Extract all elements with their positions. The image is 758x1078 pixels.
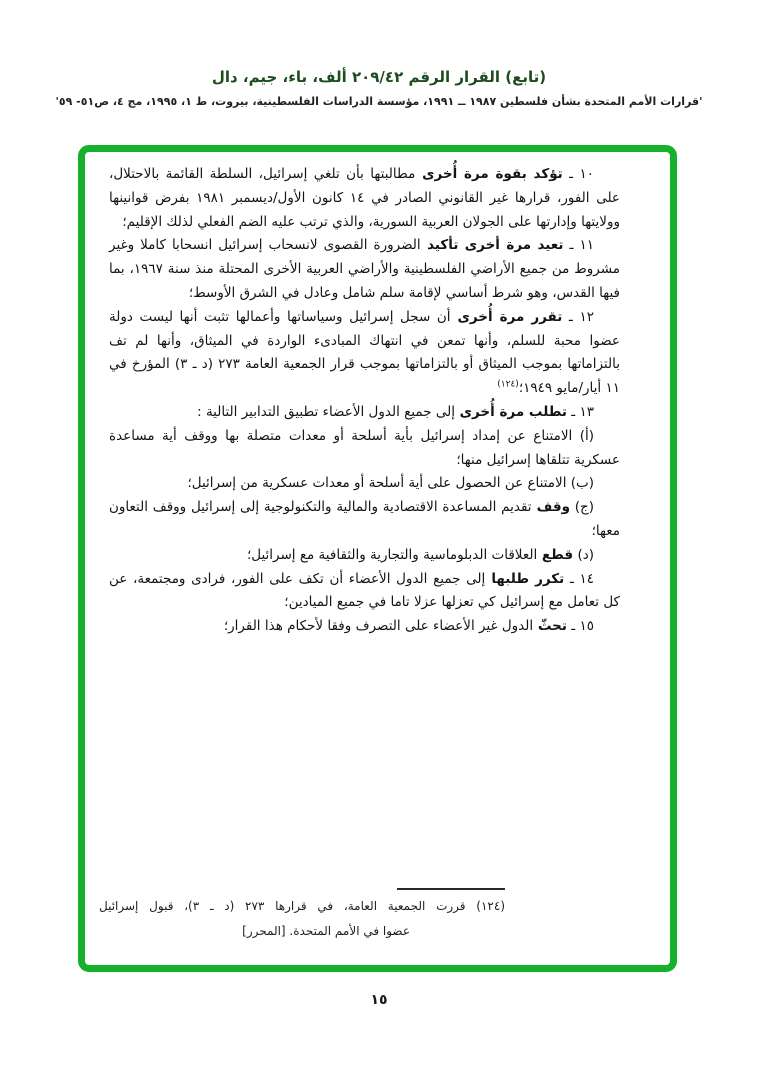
- clause-12-text: أن سجل إسرائيل وسياساتها وأعمالها تثبت أنها ليست دولة عضوا محبة للسلم، وأنها تمعن في انتهاك المبادىء الواردة في الميثاق، وأنها لم تف بالتزاماتها بموجب الميثاق أو بالتزاماتها بموجب قرار الجمعية العامة ٢٧٣ (د ـ ٣) المؤرخ في ١١ أيار/مايو ١٩٤٩؛: [109, 308, 620, 397]
- resolution-title: (تابع) القرار الرقم ٢٠٩/٤٢ ألف، باء، جيم، دال: [211, 68, 547, 86]
- clause-10-text: مطالبتها بأن تلغي إسرائيل، السلطة القائمة بالاحتلال، على الفور، قرارها غير القانوني الصادر في ١٤ كانون الأول/ديسمبر ١٩٨١ بفرض قوانينها وولايتها وإدارتها على الجولان العربية السورية، والذي ترتب عليه الضم الفعلي لذلك الإقليم؛: [109, 166, 620, 230]
- subclause-a-text: الامتناع عن إمداد إسرائيل بأية أسلحة أو معدات متصلة بها ووقف أية مساعدة عسكرية تتلقاها إسرائيل منها؛: [109, 427, 620, 468]
- page-number: ١٥: [370, 992, 388, 1008]
- clause-15-marker: ١٥ ـ: [566, 618, 594, 635]
- clause-12: [109, 306, 620, 401]
- clause-10: [109, 163, 620, 234]
- clause-11: [109, 234, 620, 305]
- footnote-divider: [397, 888, 505, 890]
- subclause-a-marker: (أ): [572, 427, 595, 444]
- clause-15-text: الدول غير الأعضاء على التصرف وفقا لأحكام هذا القرار؛: [223, 618, 534, 635]
- subclause-j: [109, 496, 620, 544]
- source-citation: 'قرارات الأمم المتحدة بشأن فلسطين ١٩٨٧ ــ ١٩٩١، مؤسسة الدراسات الفلسطينية، بيروت، ط ١، ١٩٩٥، مج ٤، ص٥١- ٥٩': [55, 95, 703, 108]
- footnote-text-line1: (١٢٤) قررت الجمعية العامة، في قرارها ٢٧٣ (د ـ ٣)، قبول إسرائيل: [99, 899, 505, 913]
- clause-15-lead: تحثّ: [533, 618, 567, 635]
- subclause-b-marker: (ب): [566, 475, 594, 492]
- clause-12-lead: تقرر مرة أُخرى: [450, 308, 563, 325]
- clause-15: [109, 615, 620, 639]
- subclause-d-lead: قطع: [537, 546, 574, 563]
- clause-13-lead: تطلب مرة أُخرى: [454, 403, 567, 420]
- clause-14-marker: ١٤ ـ: [564, 570, 594, 587]
- subclause-d-text: العلاقات الدبلوماسية والتجارية والثقافية مع إسرائيل؛: [246, 546, 538, 563]
- footnote-block: [99, 888, 505, 944]
- clause-11-marker: ١١ ـ: [563, 237, 594, 254]
- clause-11-text: الضرورة القصوى لانسحاب إسرائيل انسحابا كاملا وغير مشروط من جميع الأراضي الفلسطينية والأراضي العربية الأخرى المحتلة منذ سنة ١٩٦٧، بما فيها القدس، وهو شرط أساسي لإقامة سلم شامل وعادل في الشرق الأوسط؛: [109, 237, 620, 301]
- subclause-a: [109, 425, 620, 473]
- resolution-body: [109, 163, 620, 639]
- clause-10-marker: ١٠ ـ: [562, 166, 594, 182]
- subclause-b: [109, 472, 620, 496]
- subclause-j-marker: (ج): [570, 499, 594, 516]
- clause-13: [109, 401, 620, 425]
- clause-12-marker: ١٢ ـ: [562, 308, 594, 325]
- page-header: [0, 68, 758, 108]
- subclause-j-text: تقديم المساعدة الاقتصادية والمالية والتكنولوجية إلى إسرائيل ووقف التعاون معها؛: [109, 499, 620, 539]
- clause-14-text: إلى جميع الدول الأعضاء أن تكف على الفور، فرادى ومجتمعة، عن كل تعامل مع إسرائيل كي تعزلها عزلا تاما في جميع الميادين؛: [109, 570, 620, 611]
- footnote-reference-124: (١٢٤): [497, 379, 519, 390]
- subclause-d: [109, 544, 620, 568]
- clause-13-marker: ١٣ ـ: [566, 403, 594, 420]
- subclause-b-text: الامتناع عن الحصول على أية أسلحة أو معدات عسكرية من إسرائيل؛: [187, 475, 567, 492]
- clause-11-lead: تعيد مرة أخرى تأكيد: [420, 237, 564, 254]
- green-border-box: [78, 145, 677, 972]
- clause-10-lead: تؤكد بقوة مرة أُخرى: [415, 166, 563, 182]
- clause-13-text: إلى جميع الدول الأعضاء تطبيق التدابير التالية :: [197, 403, 455, 420]
- footnote-text-line2: عضوا في الأمم المتحدة. [المحرر]: [242, 924, 410, 938]
- subclause-j-lead: وقف: [531, 499, 570, 516]
- subclause-d-marker: (د): [573, 546, 594, 563]
- clause-14: [109, 568, 620, 616]
- clause-14-lead: تكرر طلبها: [485, 570, 565, 587]
